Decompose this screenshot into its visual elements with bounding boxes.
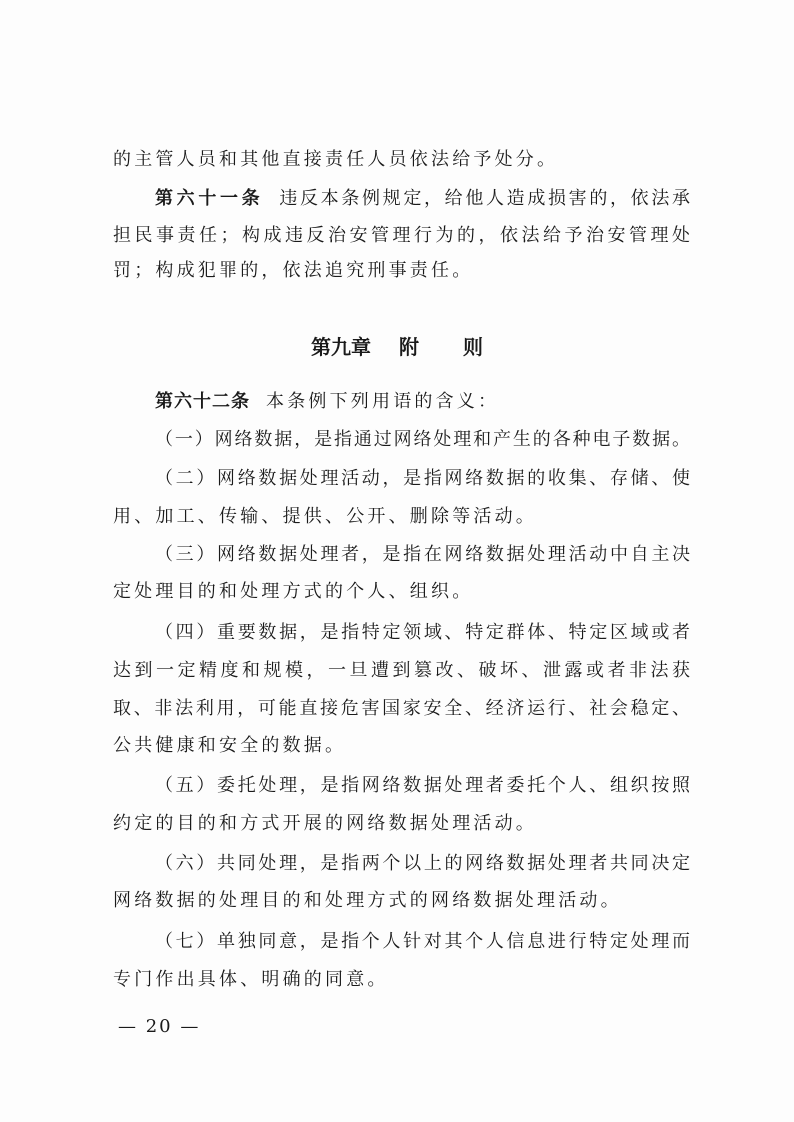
item-line: （三）网络数据处理者，是指在网络数据处理活动中自主决 bbox=[155, 544, 690, 565]
item-line: 网络数据的处理目的和处理方式的网络数据处理活动。 bbox=[113, 890, 622, 911]
article-heading: 第六十二条 bbox=[155, 391, 250, 412]
chapter-title-a: 附 bbox=[399, 335, 419, 359]
item-line: （六）共同处理，是指两个以上的网络数据处理者共同决定 bbox=[155, 853, 690, 874]
article-heading: 第六十一条 bbox=[155, 188, 264, 209]
text-line: 的主管人员和其他直接责任人员依法给予处分。 bbox=[113, 149, 559, 170]
text-line: 担民事责任；构成违反治安管理行为的，依法给予治安管理处 bbox=[113, 225, 690, 246]
article-61-first-line bbox=[155, 187, 690, 211]
text: 违反本条例规定，给他人造成损害的，依法承 bbox=[279, 188, 691, 209]
item-line: （四）重要数据，是指特定领域、特定群体、特定区域或者 bbox=[155, 622, 690, 643]
item-line: 用、加工、传输、提供、公开、删除等活动。 bbox=[113, 506, 537, 527]
item-line: 专门作出具体、明确的同意。 bbox=[113, 969, 389, 990]
item-line: （七）单独同意，是指个人针对其个人信息进行特定处理而 bbox=[155, 931, 690, 952]
chapter-number: 第九章 bbox=[311, 335, 371, 359]
text: 本条例下列用语的含义： bbox=[266, 391, 500, 412]
chapter-title-b: 则 bbox=[463, 335, 483, 359]
item-line: 公共健康和安全的数据。 bbox=[113, 735, 347, 756]
item-line: 定处理目的和处理方式的个人、组织。 bbox=[113, 581, 474, 602]
item-line: 约定的目的和方式开展的网络数据处理活动。 bbox=[113, 813, 537, 834]
item-line: （五）委托处理，是指网络数据处理者委托个人、组织按照 bbox=[155, 775, 690, 796]
chapter-title bbox=[0, 331, 794, 360]
page-number: — 20 — bbox=[118, 1016, 201, 1037]
item-line: （一）网络数据，是指通过网络处理和产生的各种电子数据。 bbox=[155, 429, 690, 450]
item-line: 取、非法利用，可能直接危害国家安全、经济运行、社会稳定、 bbox=[113, 698, 690, 719]
item-line: （二）网络数据处理活动，是指网络数据的收集、存储、使 bbox=[155, 468, 690, 489]
item-line: 达到一定精度和规模，一旦遭到篡改、破坏、泄露或者非法获 bbox=[113, 660, 690, 681]
article-62-first-line bbox=[155, 390, 690, 414]
text-line: 罚；构成犯罪的，依法追究刑事责任。 bbox=[113, 260, 474, 281]
